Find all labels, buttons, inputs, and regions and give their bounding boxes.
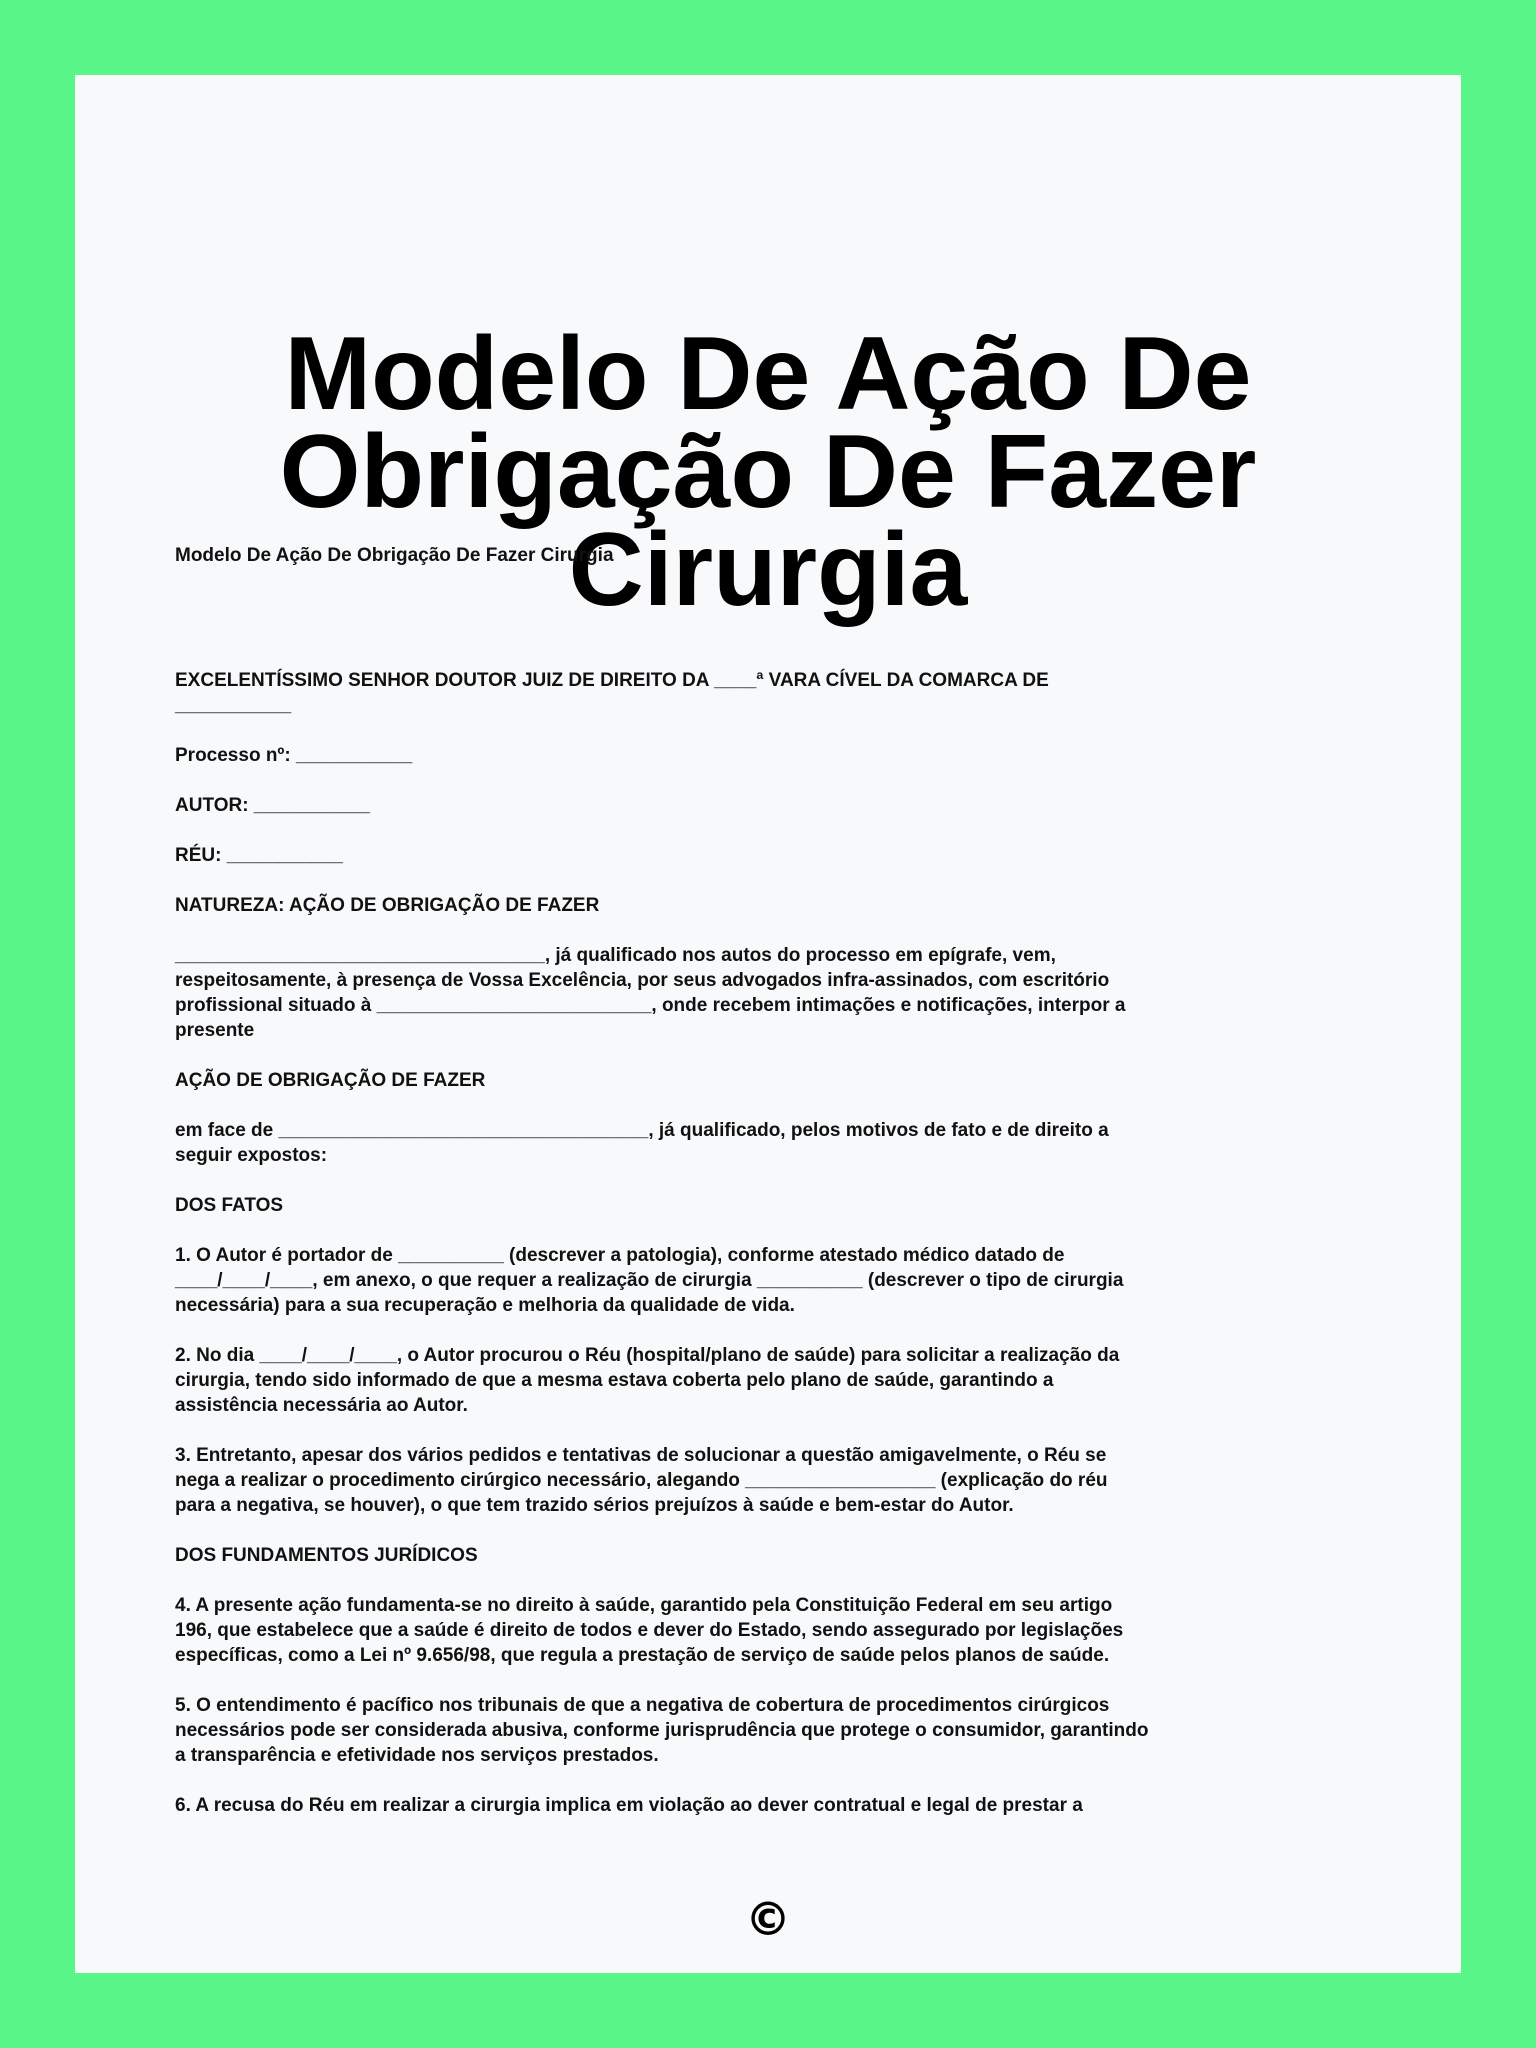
addressee-paragraph: EXCELENTÍSSIMO SENHOR DOUTOR JUIZ DE DIREITO DA ____ª VARA CÍVEL DA COMARCA DE ___________ xyxy=(175,670,1049,716)
legal-paragraph-4: 4. A presente ação fundamenta-se no direito à saúde, garantido pela Constituição Federal em seu artigo 196, que estabelece que a saúde é direito de todos e dever do Estado, sendo assegurado por legislações específicas, como a Lei nº 9.656/98, que regula a prestação de serviço de saúde pelos planos de saúde. xyxy=(175,1595,1124,1666)
fact-paragraph-3: 3. Entretanto, apesar dos vários pedidos e tentativas de solucionar a questão amigavelmente, o Réu se nega a realizar o procedimento cirúrgico necessário, alegando __________________ (explicação do réu para a negativa, se houver), o que tem trazido sérios prejuízos à saúde e bem-estar do Autor. xyxy=(175,1445,1108,1516)
defendant-line: RÉU: ___________ xyxy=(175,845,343,866)
fact-paragraph-1: 1. O Autor é portador de __________ (descrever a patologia), conforme atestado médico datado de ____/____/____, em anexo, o que requer a realização de cirurgia __________ (descrever o tipo de cirurgia necessária) para a sua recuperação e melhoria da qualidade de vida. xyxy=(175,1245,1124,1316)
page-title-line-2: Obrigação De Fazer Cirurgia xyxy=(279,414,1257,628)
facts-heading: DOS FATOS xyxy=(175,1195,284,1216)
document-body xyxy=(175,543,1285,1843)
fact-paragraph-2: 2. No dia ____/____/____, o Autor procurou o Réu (hospital/plano de saúde) para solicitar a realização da cirurgia, tendo sido informado de que a mesma estava coberta pelo plano de saúde, garantindo a assistência necessária ao Autor. xyxy=(175,1345,1120,1416)
legal-paragraph-6: 6. A recusa do Réu em realizar a cirurgia implica em violação ao dever contratual e legal de prestar a xyxy=(175,1795,1083,1816)
against-paragraph: em face de ___________________________________, já qualificado, pelos motivos de fato e de direito a seguir expostos: xyxy=(175,1120,1109,1166)
copyright-icon: © xyxy=(745,1892,791,1946)
qualification-paragraph: ___________________________________, já qualificado nos autos do processo em epígrafe, vem, respeitosamente, à presença de Vossa Excelência, por seus advogados infra-assinados, com escritório profissional situado à __________________________, onde recebem intimações e notificações, interpor a presente xyxy=(175,945,1126,1041)
nature-line: NATUREZA: AÇÃO DE OBRIGAÇÃO DE FAZER xyxy=(175,895,600,916)
action-heading: AÇÃO DE OBRIGAÇÃO DE FAZER xyxy=(175,1070,486,1091)
legal-grounds-heading: DOS FUNDAMENTOS JURÍDICOS xyxy=(175,1545,478,1566)
author-line: AUTOR: ___________ xyxy=(175,795,371,816)
document-title: Modelo De Ação De Obrigação De Fazer Cirurgia xyxy=(175,545,614,566)
process-number-line: Processo nº: ___________ xyxy=(175,745,413,766)
page-title-line-1: Modelo De Ação De xyxy=(284,316,1252,432)
legal-paragraph-5: 5. O entendimento é pacífico nos tribunais de que a negativa de cobertura de procedimentos cirúrgicos necessários pode ser considerada abusiva, conforme jurisprudência que protege o consumidor, garantindo a transparência e efetividade nos serviços prestados. xyxy=(175,1695,1149,1766)
